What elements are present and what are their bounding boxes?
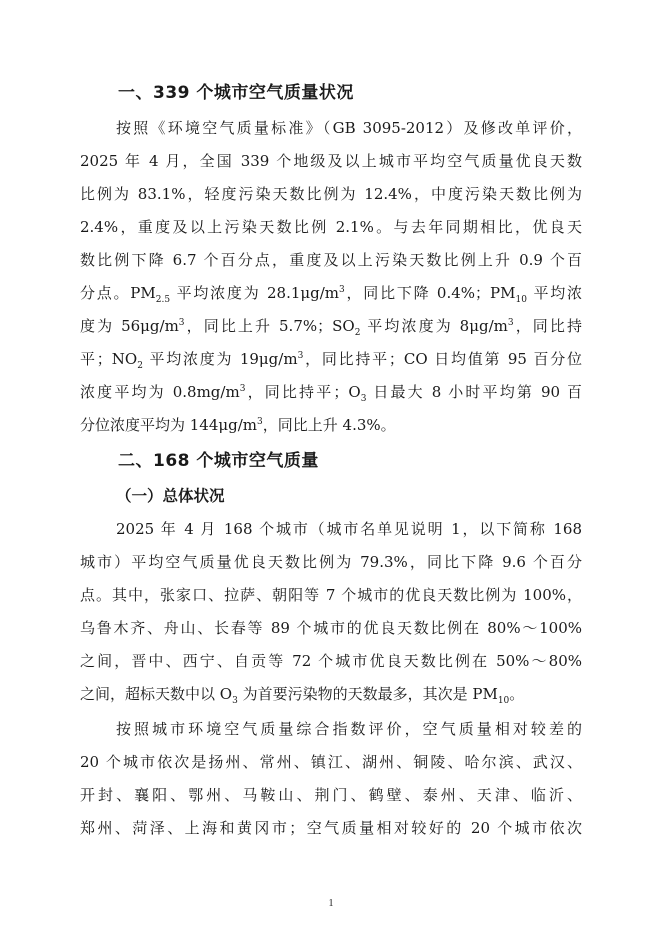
section-heading-339-cities: 一、339 个城市空气质量状况 <box>118 83 354 103</box>
paragraph-line: 按照《环境空气质量标准》（GB 3095-2012）及修改单评价， <box>116 119 582 137</box>
paragraph-line: 2.4%，重度及以上污染天数比例 2.1%。与去年同期相比，优良天 <box>80 218 582 236</box>
paragraph-line: 郑州、菏泽、上海和黄冈市；空气质量相对较好的 20 个城市依次 <box>80 819 582 837</box>
paragraph-line: 点。其中，张家口、拉萨、朝阳等 7 个城市的优良天数比例为 100%， <box>80 586 582 604</box>
paragraph-line: 比例为 83.1%，轻度污染天数比例为 12.4%，中度污染天数比例为 <box>80 185 582 203</box>
paragraph-line: 乌鲁木齐、舟山、长春等 89 个城市的优良天数比例在 80%～100% <box>80 619 582 637</box>
paragraph-line: 分位浓度平均为 $144\mu g/m^3$，同比上升 4.3%。 <box>80 416 396 434</box>
paragraph-line: 城市）平均空气质量优良天数比例为 79.3%，同比下降 9.6 个百分 <box>80 553 582 571</box>
paragraph-line: 按照城市环境空气质量综合指数评价，空气质量相对较差的 <box>116 720 582 738</box>
paragraph-line: 开封、襄阳、鄂州、马鞍山、荆门、鹤壁、泰州、天津、临沂、 <box>80 786 582 804</box>
paragraph-line: 分点。$PM_{2.5}$ 平均浓度为 $28.1\mu g/m^3$，同比下降 0.4%；$PM_{10}$ 平均浓 <box>80 284 582 305</box>
paragraph-line: 浓度平均为 $0.8mg/m^3$，同比持平；$O_3$ 日最大 8 小时平均第 90 百 <box>80 383 582 404</box>
paragraph-line: 20 个城市依次是扬州、常州、镇江、湖州、铜陵、哈尔滨、武汉、 <box>80 753 582 771</box>
paragraph-line: 度为 $56\mu g/m^3$，同比上升 5.7%；$SO_2$ 平均浓度为 $8\mu g/m^3$，同比持 <box>80 317 582 338</box>
paragraph-line: 2025 年 4 月，全国 339 个地级及以上城市平均空气质量优良天数 <box>80 152 582 170</box>
paragraph-line: 2025 年 4 月 168 个城市（城市名单见说明 1，以下简称 168 <box>116 520 582 538</box>
paragraph-line: 数比例下降 6.7 个百分点，重度及以上污染天数比例上升 0.9 个百 <box>80 251 582 269</box>
section-heading-168-cities: 二、168 个城市空气质量 <box>118 451 319 471</box>
paragraph-line: 平；$NO_2$ 平均浓度为 $19\mu g/m^3$，同比持平；CO 日均值第 95 百分位 <box>80 350 582 371</box>
paragraph-line: 之间，超标天数中以 $O_3$ 为首要污染物的天数最多，其次是 $PM_{10}$。 <box>80 685 525 706</box>
paragraph-line: 之间，晋中、西宁、自贡等 72 个城市优良天数比例在 50%～80% <box>80 652 582 670</box>
page-number: 1 <box>328 898 334 909</box>
subsection-heading-overall: （一）总体状况 <box>116 487 225 505</box>
